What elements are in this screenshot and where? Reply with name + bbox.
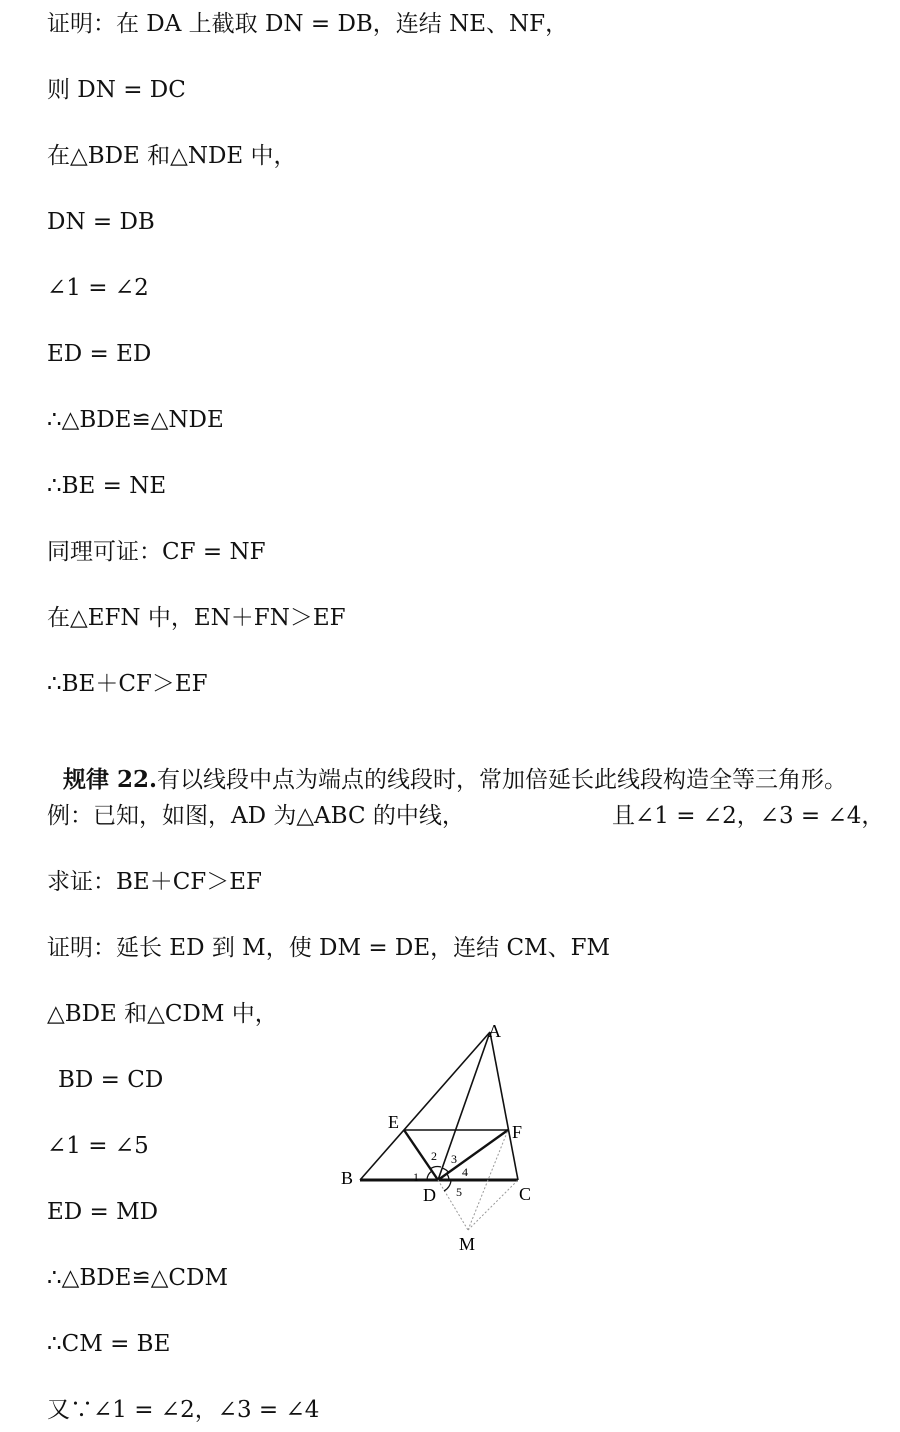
proof-line-15: 证明：延长 ED 到 M，使 DM = DE，连结 CM、FM <box>47 935 611 961</box>
proof-line-17: BD = CD <box>58 1067 164 1093</box>
proof-line-1: 证明：在 DA 上截取 DN = DB，连结 NE、NF， <box>47 11 569 37</box>
proof-line-19: ED = MD <box>47 1199 159 1225</box>
proof-line-10: 在△EFN 中，EN＋FN＞EF <box>47 605 346 631</box>
segment-ad <box>438 1032 490 1180</box>
proof-line-11: ∴BE＋CF＞EF <box>47 671 208 697</box>
segment-ac <box>490 1032 518 1180</box>
angle-label-1: 1 <box>413 1170 419 1184</box>
prove-goal: 求证：BE＋CF＞EF <box>47 869 262 895</box>
proof-line-2: 则 DN = DC <box>47 77 186 103</box>
angle-label-3: 3 <box>451 1152 457 1166</box>
label-b: B <box>341 1168 354 1188</box>
proof-line-16: △BDE 和△CDM 中， <box>47 1001 278 1027</box>
proof-line-4: DN = DB <box>47 209 155 235</box>
label-a: A <box>488 1021 501 1041</box>
angle-label-5: 5 <box>456 1185 462 1199</box>
proof-line-8: ∴BE = NE <box>47 473 167 499</box>
rule-label: 规律 22. <box>63 766 158 793</box>
label-f: F <box>512 1122 523 1142</box>
angle-arc-2 <box>430 1167 441 1169</box>
proof-line-5: ∠1 = ∠2 <box>47 275 149 301</box>
geometry-figure <box>330 1010 550 1260</box>
example-statement-right: 且∠1 = ∠2，∠3 = ∠4， <box>612 803 885 829</box>
angle-arc-3 <box>442 1168 449 1173</box>
segment-mc <box>468 1180 518 1230</box>
proof-line-21: ∴CM = BE <box>47 1331 171 1357</box>
angle-label-2: 2 <box>431 1149 437 1163</box>
proof-line-3: 在△BDE 和△NDE 中， <box>47 143 297 169</box>
example-statement-left: 例：已知，如图，AD 为△ABC 的中线， <box>47 803 465 829</box>
rule-text: 有以线段中点为端点的线段时，常加倍延长此线段构造全等三角形。 <box>157 767 848 793</box>
label-c: C <box>519 1184 532 1204</box>
angle-label-4: 4 <box>462 1165 468 1179</box>
proof-line-7: ∴△BDE≌△NDE <box>47 407 224 433</box>
label-d: D <box>423 1185 436 1205</box>
segment-dm <box>438 1180 468 1230</box>
proof-line-20: ∴△BDE≌△CDM <box>47 1265 229 1291</box>
angle-arc-5 <box>444 1180 451 1191</box>
rule-heading <box>47 735 847 795</box>
proof-line-18: ∠1 = ∠5 <box>47 1133 149 1159</box>
label-e: E <box>388 1112 399 1132</box>
proof-line-6: ED = ED <box>47 341 152 367</box>
label-m: M <box>459 1234 476 1254</box>
proof-line-9: 同理可证：CF = NF <box>47 539 266 565</box>
proof-line-22: 又∵∠1 = ∠2，∠3 = ∠4 <box>47 1397 320 1423</box>
